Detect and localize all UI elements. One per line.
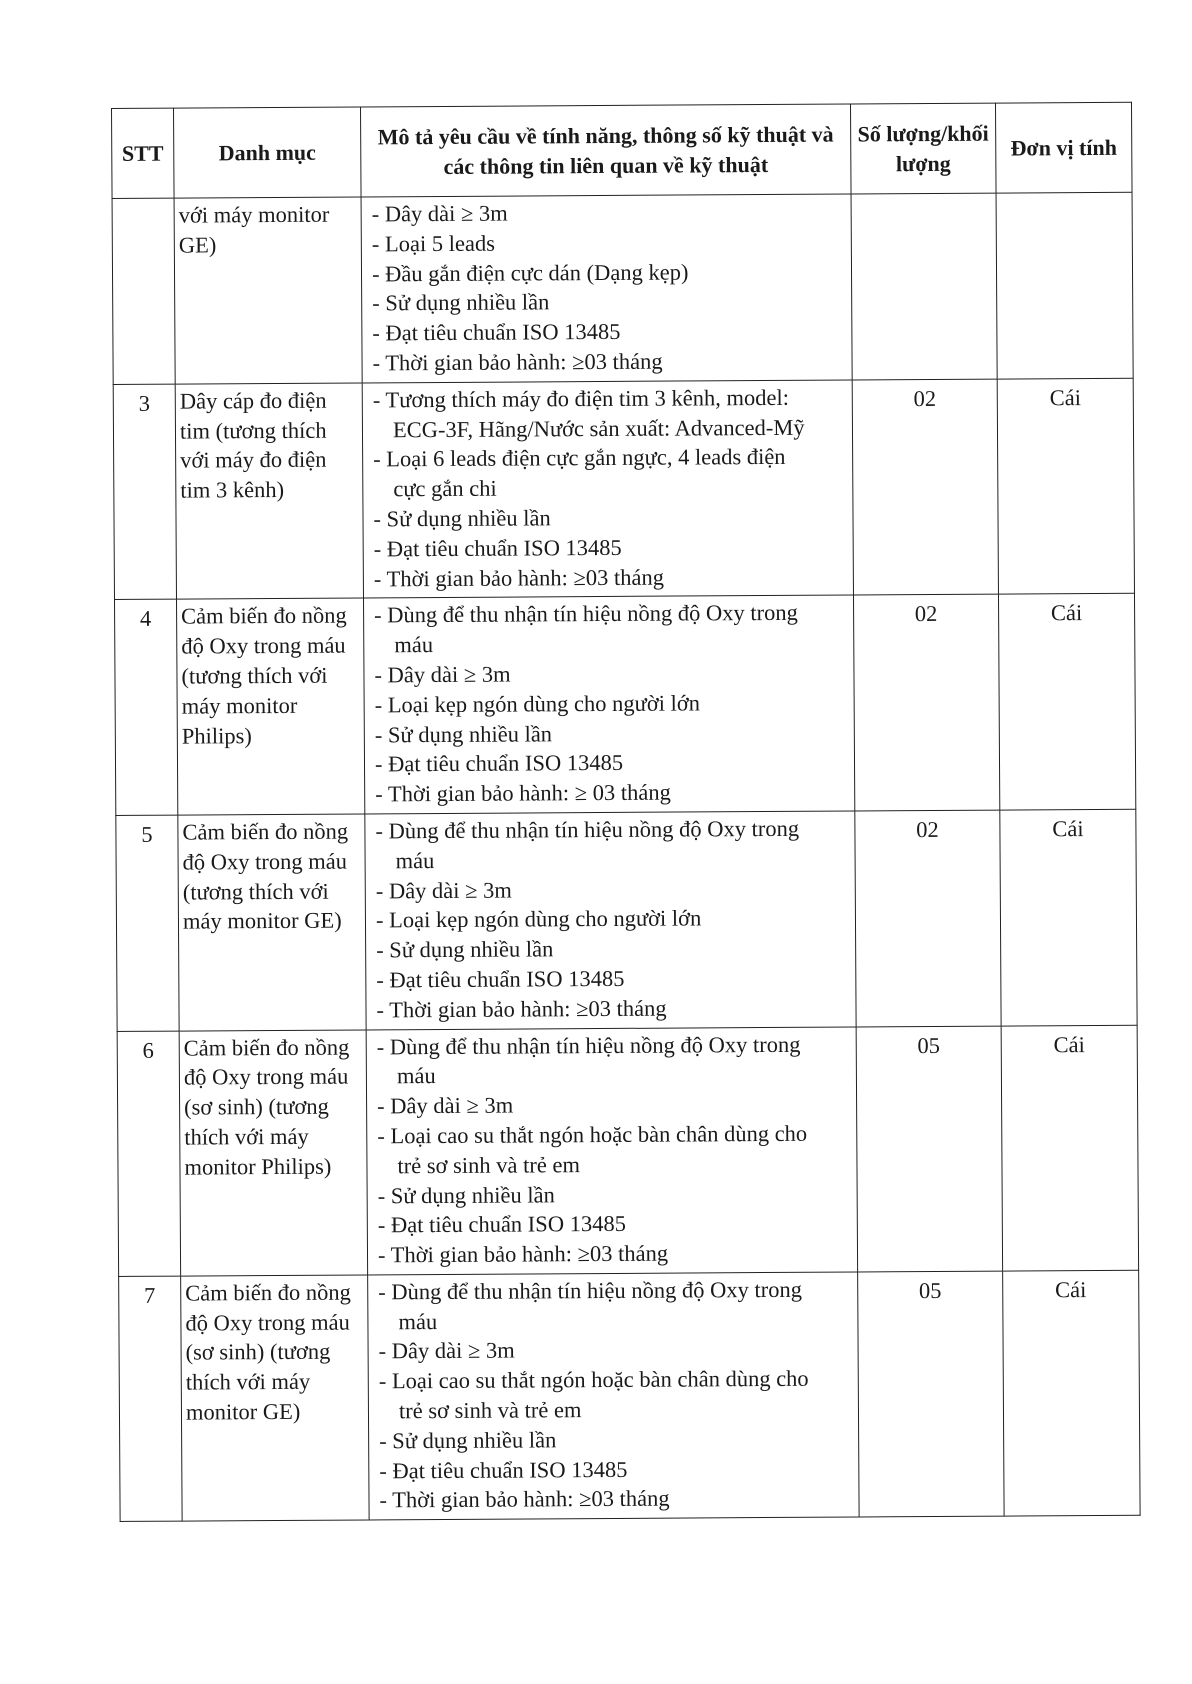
row-stt [112, 198, 175, 384]
description-line: - Dây dài ≥ 3m [371, 200, 508, 227]
description-line: - Đạt tiêu chuẩn ISO 13485 [374, 750, 624, 777]
row-quantity: 05 [856, 1026, 1002, 1272]
table-row [113, 378, 1134, 600]
description-line: - Thời gian bảo hành: ≥03 tháng [372, 348, 663, 376]
description-line: - Dây dài ≥ 3m [377, 1092, 514, 1119]
description-line: - Dây dài ≥ 3m [375, 877, 512, 903]
description-line: ECG-3F, Hãng/Nước sản xuất: Advanced-Mỹ [392, 414, 805, 442]
row-category: Dây cáp đo điện tim (tương thích với máy đo điện tim 3 kênh) [175, 383, 363, 600]
row-quantity [851, 193, 997, 380]
description-line: - Đạt tiêu chuẩn ISO 13485 [377, 1211, 626, 1238]
description-line: - Đạt tiêu chuẩn ISO 13485 [372, 319, 621, 346]
description-line: - Dây dài ≥ 3m [374, 661, 511, 688]
description-line: máu [394, 632, 434, 658]
description-line: - Loại kẹp ngón dùng cho người lớn [375, 905, 702, 933]
description-line: - Đạt tiêu chuẩn ISO 13485 [376, 965, 625, 993]
table-row [117, 1025, 1138, 1277]
header-category: Danh mục [174, 107, 362, 198]
row-stt: 7 [119, 1276, 182, 1522]
row-stt: 3 [113, 384, 176, 600]
row-unit: Cái [1000, 809, 1137, 1025]
description-line: cực gắn chi [393, 475, 497, 502]
row-unit [996, 192, 1133, 379]
row-quantity: 05 [858, 1271, 1004, 1517]
description-line: máu [398, 1308, 438, 1334]
description-line: - Dùng để thu nhận tín hiệu nồng độ Oxy trong [375, 815, 800, 844]
row-description [362, 380, 853, 599]
row-description [366, 1026, 857, 1274]
description-line: - Loại cao su thắt ngón hoặc bàn chân dùng cho [377, 1120, 808, 1149]
header-stt: STT [112, 108, 175, 198]
description-line: - Sử dụng nhiều lần [376, 936, 554, 963]
row-description [363, 595, 854, 814]
description-line: - Sử dụng nhiều lần [379, 1427, 557, 1454]
row-quantity: 02 [853, 594, 999, 810]
description-line: - Tương thích máy đo điện tim 3 kênh, model: [372, 384, 789, 413]
description-line: - Thời gian bảo hành: ≥ 03 tháng [375, 779, 671, 807]
description-line: - Đạt tiêu chuẩn ISO 13485 [379, 1456, 628, 1484]
row-stt: 6 [117, 1031, 180, 1277]
description-line: - Đạt tiêu chuẩn ISO 13485 [373, 534, 622, 562]
row-category: Cảm biến đo nồng độ Oxy trong máu (sơ sinh) (tương thích với máy monitor Philips) [179, 1029, 367, 1276]
description-line: - Loại cao su thắt ngón hoặc bàn chân dùng cho [378, 1366, 809, 1394]
row-category: Cảm biến đo nồng độ Oxy trong máu (tương thích với máy monitor GE) [178, 814, 366, 1031]
row-unit: Cái [1003, 1270, 1140, 1516]
table-row [119, 1270, 1140, 1522]
row-category: Cảm biến đo nồng độ Oxy trong máu (tương thích với máy monitor Philips) [177, 598, 365, 815]
description-line: trẻ sơ sinh và trẻ em [397, 1151, 581, 1178]
description-line: - Dùng để thu nhận tín hiệu nồng độ Oxy trong [374, 600, 798, 628]
row-category: Cảm biến đo nồng độ Oxy trong máu (sơ sinh) (tương thích với máy monitor GE) [181, 1275, 369, 1522]
description-line: máu [395, 847, 435, 874]
table-row [116, 809, 1137, 1031]
row-unit: Cái [998, 594, 1135, 810]
row-quantity: 02 [855, 810, 1001, 1026]
table-row [112, 192, 1133, 384]
header-quantity: Số lượng/khối lượng [850, 103, 996, 194]
spec-table [111, 102, 1141, 1522]
description-line: trẻ sơ sinh và trẻ em [398, 1397, 582, 1424]
description-line: - Dây dài ≥ 3m [378, 1338, 515, 1364]
row-unit: Cái [1001, 1025, 1138, 1271]
description-line: - Sử dụng nhiều lần [377, 1181, 555, 1208]
description-line: máu [396, 1063, 436, 1089]
description-line: - Loại 6 leads điện cực gắn ngực, 4 leads điện [373, 444, 786, 472]
description-line: - Thời gian bảo hành: ≥03 tháng [379, 1486, 670, 1513]
row-stt: 4 [115, 599, 178, 815]
description-line: - Loại kẹp ngón dùng cho người lớn [374, 690, 701, 718]
row-description [361, 194, 852, 383]
row-description [365, 811, 856, 1030]
description-line: - Dùng để thu nhận tín hiệu nồng độ Oxy trong [378, 1276, 803, 1305]
row-unit: Cái [997, 378, 1134, 594]
row-category: với máy monitor GE) [174, 197, 362, 384]
description-line: - Đầu gắn điện cực dán (Dạng kẹp) [371, 259, 689, 287]
description-line: - Thời gian bảo hành: ≥03 tháng [377, 1240, 669, 1268]
header-row [112, 102, 1133, 198]
table-row [115, 594, 1136, 816]
description-line: - Thời gian bảo hành: ≥03 tháng [376, 995, 667, 1023]
header-unit: Đơn vị tính [995, 102, 1132, 193]
description-line: - Sử dụng nhiều lần [372, 289, 550, 316]
description-line: - Dùng để thu nhận tín hiệu nồng độ Oxy trong [376, 1031, 801, 1059]
description-line: - Loại 5 leads [371, 230, 496, 257]
row-quantity: 02 [852, 379, 998, 595]
description-line: - Sử dụng nhiều lần [374, 720, 553, 747]
row-description [368, 1272, 859, 1520]
description-line: - Sử dụng nhiều lần [373, 505, 551, 532]
description-line: - Thời gian bảo hành: ≥03 tháng [373, 564, 664, 591]
row-stt: 5 [116, 815, 179, 1031]
header-description: Mô tả yêu cầu về tính năng, thông số kỹ thuật và các thông tin liên quan về kỹ thuật [360, 104, 851, 197]
